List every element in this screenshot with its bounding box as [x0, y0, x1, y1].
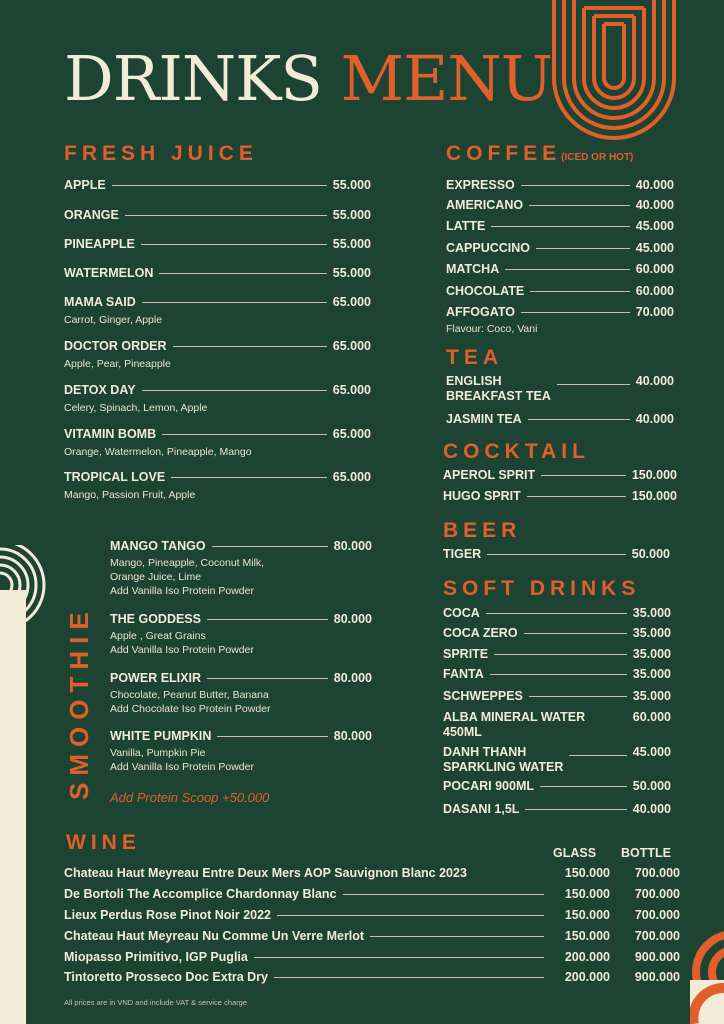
- dot-leader: [212, 546, 328, 547]
- menu-item: [446, 412, 674, 426]
- dot-leader: [541, 475, 626, 476]
- item-price: 35.000: [632, 626, 671, 640]
- section-heading-wine: WINE: [66, 831, 141, 854]
- wine-bottle-price: 900.000: [634, 950, 680, 964]
- item-price: 80.000: [333, 729, 372, 743]
- dot-leader: [540, 786, 627, 787]
- item-name: CAPPUCCINO: [446, 241, 531, 255]
- coffee-heading: COFFEE: [446, 142, 562, 165]
- dot-leader: [521, 185, 630, 186]
- menu-item: [443, 547, 670, 561]
- item-price: 65.000: [332, 470, 371, 484]
- dot-leader: [159, 273, 326, 274]
- item-description: Carrot, Ginger, Apple: [64, 314, 163, 326]
- decor-circles-icon: [0, 545, 50, 625]
- item-price: 35.000: [632, 647, 671, 661]
- menu-item: [443, 689, 671, 703]
- wine-glass-header: GLASS: [553, 846, 597, 860]
- dot-leader: [162, 434, 327, 435]
- item-description: Orange, Watermelon, Pineapple, Mango: [64, 446, 252, 458]
- menu-item: [446, 219, 674, 233]
- item-description: Orange Juice, Lime: [110, 571, 202, 583]
- section-heading-tea: TEA: [446, 346, 503, 369]
- dot-leader: [277, 915, 544, 916]
- dot-leader: [254, 957, 544, 958]
- wine-row: [64, 866, 680, 880]
- item-name: CHOCOLATE: [446, 284, 525, 298]
- item-description: Add Vanilla Iso Protein Powder: [110, 761, 254, 773]
- dot-leader: [536, 248, 630, 249]
- menu-item: [446, 198, 674, 212]
- item-description: Vanilla, Pumpkin Pie: [110, 747, 206, 759]
- item-name: [443, 745, 563, 775]
- item-name: ORANGE: [64, 208, 119, 222]
- dot-leader: [141, 244, 327, 245]
- menu-item: [443, 489, 677, 503]
- wine-row: [64, 887, 680, 901]
- dot-leader: [529, 205, 630, 206]
- item-name: AMERICANO: [446, 198, 524, 212]
- dot-leader: [505, 269, 630, 270]
- wine-row: [64, 950, 680, 964]
- item-name: AFFOGATO: [446, 305, 515, 319]
- menu-item: [443, 802, 671, 816]
- menu-item: [446, 262, 674, 276]
- wine-row: [64, 908, 680, 922]
- item-name: [446, 374, 551, 404]
- dot-leader: [490, 674, 627, 675]
- section-heading-smoothie: SMOOTHIE: [64, 605, 94, 800]
- item-description: Mango, Pineapple, Coconut Milk,: [110, 557, 265, 569]
- wine-glass-price: 150.000: [564, 866, 610, 880]
- wine-name: De Bortoli The Accomplice Chardonnay Blanc: [64, 887, 337, 901]
- menu-item: [446, 178, 674, 192]
- menu-item: [64, 266, 371, 280]
- menu-item: [446, 241, 674, 255]
- item-description: Apple, Pear, Pineapple: [64, 358, 171, 370]
- dot-leader: [487, 554, 626, 555]
- wine-glass-price: 200.000: [564, 970, 610, 984]
- item-price: 60.000: [635, 262, 674, 276]
- item-description: Mango, Passion Fruit, Apple: [64, 489, 196, 501]
- item-name: COCA: [443, 606, 480, 620]
- menu-item: [443, 468, 677, 482]
- item-name: DASANI 1,5L: [443, 802, 520, 816]
- item-name: LATTE: [446, 219, 486, 233]
- item-price: 45.000: [635, 219, 674, 233]
- section-heading-fresh-juice: FRESH JUICE: [64, 142, 258, 165]
- brand-logo: [551, 0, 677, 140]
- item-price: 50.000: [631, 547, 670, 561]
- item-price: 65.000: [332, 427, 371, 441]
- item-name: TROPICAL LOVE: [64, 470, 166, 484]
- wine-bottle-price: 900.000: [634, 970, 680, 984]
- wine-row: [64, 929, 680, 943]
- item-price: 40.000: [635, 198, 674, 212]
- item-name-line: 450ML: [443, 725, 482, 739]
- item-name: [443, 710, 585, 740]
- item-price: 150.000: [631, 468, 677, 482]
- item-price: 55.000: [332, 266, 371, 280]
- item-description: Flavour: Coco, Vani: [446, 323, 538, 335]
- menu-item: [64, 178, 371, 192]
- item-name-line: ALBA MINERAL WATER: [443, 710, 586, 724]
- price-footnote: All prices are in VND and include VAT & service charge: [64, 998, 247, 1007]
- dot-leader: [524, 633, 627, 634]
- wine-name: Lieux Perdus Rose Pinot Noir 2022: [64, 908, 272, 922]
- item-name: THE GODDESS: [110, 612, 201, 626]
- dot-leader: [370, 936, 544, 937]
- item-price: 50.000: [632, 779, 671, 793]
- item-price: 65.000: [332, 339, 371, 353]
- wine-bottle-price: 700.000: [634, 929, 680, 943]
- dot-leader: [529, 696, 627, 697]
- item-name: POWER ELIXIR: [110, 671, 201, 685]
- item-price: 35.000: [632, 606, 671, 620]
- item-price: 60.000: [635, 284, 674, 298]
- item-name: SCHWEPPES: [443, 689, 523, 703]
- item-name: COCA ZERO: [443, 626, 518, 640]
- menu-item: [64, 383, 371, 397]
- dot-leader: [173, 346, 327, 347]
- wine-bottle-price: 700.000: [634, 908, 680, 922]
- title-word-drinks: DRINKS: [64, 42, 322, 115]
- item-price: 80.000: [333, 671, 372, 685]
- wine-name: Tintoretto Prosseco Doc Extra Dry: [64, 970, 268, 984]
- item-price: 65.000: [332, 383, 371, 397]
- item-description: Add Vanilla Iso Protein Powder: [110, 644, 254, 656]
- item-name: MATCHA: [446, 262, 500, 276]
- item-price: 80.000: [333, 612, 372, 626]
- item-name: WHITE PUMPKIN: [110, 729, 212, 743]
- dot-leader: [217, 736, 327, 737]
- item-name: APPLE: [64, 178, 106, 192]
- wine-name: Miopasso Primitivo, IGP Puglia: [64, 950, 248, 964]
- menu-item: [443, 710, 671, 740]
- menu-item: [443, 667, 671, 681]
- item-price: 40.000: [632, 802, 671, 816]
- item-name: JASMIN TEA: [446, 412, 522, 426]
- dot-leader: [112, 185, 327, 186]
- menu-item: [443, 647, 671, 661]
- item-price: 60.000: [632, 710, 671, 724]
- dot-leader: [142, 302, 327, 303]
- wine-glass-price: 150.000: [564, 929, 610, 943]
- item-description: Add Vanilla Iso Protein Powder: [110, 585, 254, 597]
- menu-item: [110, 671, 372, 685]
- dot-leader: [494, 654, 627, 655]
- dot-leader: [530, 291, 630, 292]
- item-price: 35.000: [632, 667, 671, 681]
- item-price: 40.000: [635, 374, 674, 388]
- decor-cream-stripe: [0, 590, 26, 1024]
- menu-item: [446, 284, 674, 298]
- item-name: DOCTOR ORDER: [64, 339, 167, 353]
- dot-leader: [569, 745, 626, 756]
- item-price: 55.000: [332, 237, 371, 251]
- item-name: MAMA SAID: [64, 295, 136, 309]
- item-price: 55.000: [332, 208, 371, 222]
- dot-leader: [525, 809, 626, 810]
- item-price: 35.000: [632, 689, 671, 703]
- item-description: Chocolate, Peanut Butter, Banana: [110, 689, 269, 701]
- dot-leader: [142, 390, 327, 391]
- item-name-line: SPARKLING WATER: [443, 760, 564, 774]
- menu-item: [446, 374, 674, 404]
- menu-item: [443, 779, 671, 793]
- item-description: Celery, Spinach, Lemon, Apple: [64, 402, 208, 414]
- dot-leader: [125, 215, 327, 216]
- coffee-subheading: (ICED OR HOT): [561, 152, 634, 163]
- menu-item: [443, 745, 671, 775]
- wine-name: Chateau Haut Meyreau Entre Deux Mers AOP Sauvignon Blanc 2023: [64, 866, 467, 880]
- dot-leader: [171, 477, 327, 478]
- wine-glass-price: 150.000: [564, 908, 610, 922]
- item-price: 80.000: [333, 539, 372, 553]
- menu-item: [64, 427, 371, 441]
- item-name: DETOX DAY: [64, 383, 136, 397]
- dot-leader: [343, 894, 544, 895]
- protein-addon-note: Add Protein Scoop +50.000: [110, 790, 270, 805]
- title-word-menu: MENU: [340, 42, 552, 115]
- item-price: 65.000: [332, 295, 371, 309]
- item-price: 45.000: [632, 745, 671, 759]
- menu-item: [64, 237, 371, 251]
- item-name: SPRITE: [443, 647, 489, 661]
- dot-leader: [527, 496, 626, 497]
- item-name: APEROL SPRIT: [443, 468, 536, 482]
- menu-item: [110, 612, 372, 626]
- item-name-line: BREAKFAST TEA: [446, 389, 551, 403]
- page-title: [64, 44, 552, 114]
- menu-item: [64, 208, 371, 222]
- wine-row: [64, 970, 680, 984]
- item-name: HUGO SPRIT: [443, 489, 521, 503]
- decor-corner-arcs-icon: [690, 928, 724, 1024]
- wine-bottle-header: BOTTLE: [621, 846, 671, 860]
- wine-glass-price: 150.000: [564, 887, 610, 901]
- item-name: WATERMELON: [64, 266, 154, 280]
- item-name: EXPRESSO: [446, 178, 515, 192]
- section-heading-cocktail: COCKTAIL: [443, 440, 590, 463]
- item-name: POCARI 900ML: [443, 779, 534, 793]
- menu-item: [64, 295, 371, 309]
- dot-leader: [521, 312, 630, 313]
- dot-leader: [207, 619, 328, 620]
- menu-item: [443, 626, 671, 640]
- item-name: MANGO TANGO: [110, 539, 206, 553]
- item-description: Apple , Great Grains: [110, 630, 206, 642]
- item-name: TIGER: [443, 547, 482, 561]
- section-heading-coffee: [446, 142, 633, 166]
- item-price: 40.000: [635, 178, 674, 192]
- item-price: 150.000: [631, 489, 677, 503]
- dot-leader: [207, 678, 328, 679]
- menu-item: [110, 539, 372, 553]
- menu-item: [446, 305, 674, 319]
- item-name-line: ENGLISH: [446, 374, 502, 388]
- item-price: 40.000: [635, 412, 674, 426]
- item-price: 55.000: [332, 178, 371, 192]
- item-name-line: DANH THANH: [443, 745, 527, 759]
- item-price: 70.000: [635, 305, 674, 319]
- dot-leader: [557, 374, 630, 385]
- menu-item: [443, 606, 671, 620]
- menu-item: [110, 729, 372, 743]
- wine-bottle-price: 700.000: [634, 866, 680, 880]
- item-name: VITAMIN BOMB: [64, 427, 157, 441]
- item-name: PINEAPPLE: [64, 237, 135, 251]
- menu-item: [64, 470, 371, 484]
- item-description: Add Chocolate Iso Protein Powder: [110, 703, 271, 715]
- item-price: 45.000: [635, 241, 674, 255]
- dot-leader: [486, 613, 627, 614]
- section-heading-soft-drinks: SOFT DRINKS: [443, 577, 641, 600]
- section-heading-beer: BEER: [443, 519, 522, 542]
- menu-item: [64, 339, 371, 353]
- dot-leader: [528, 419, 630, 420]
- wine-name: Chateau Haut Meyreau Nu Comme Un Verre Merlot: [64, 929, 365, 943]
- dot-leader: [274, 977, 544, 978]
- item-name: FANTA: [443, 667, 484, 681]
- dot-leader: [491, 226, 629, 227]
- wine-glass-price: 200.000: [564, 950, 610, 964]
- wine-bottle-price: 700.000: [634, 887, 680, 901]
